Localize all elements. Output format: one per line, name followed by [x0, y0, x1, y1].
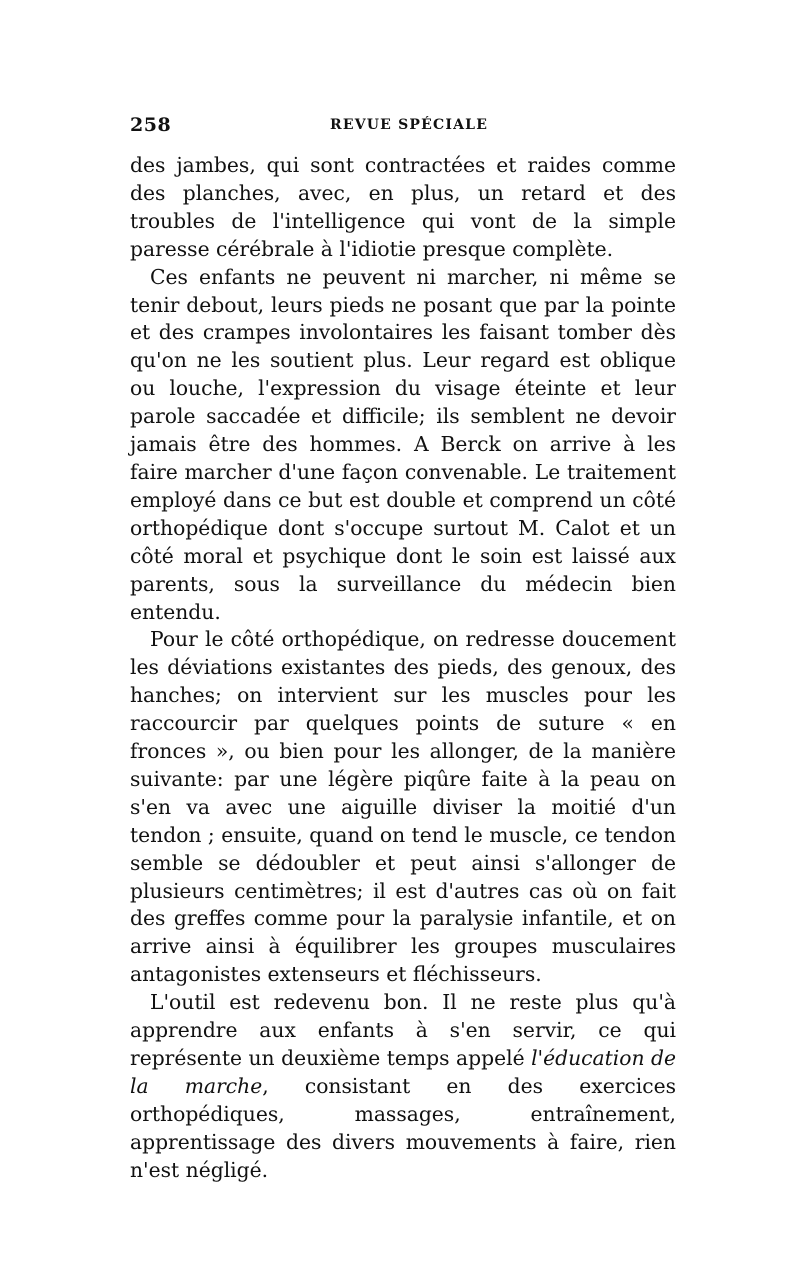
paragraph-continuation: des jambes, qui sont contractées et raides comme des planches, avec, en plus, un retard et des troubles de l'intelligence qui vont de la simple paresse cérébrale à l'idiotie presque complète. [130, 153, 676, 261]
paragraph-text-before: L'outil est redevenu bon. Il ne reste plus qu'à apprendre aux enfants à s'en servir, ce qui représente un deuxième temps appelé [130, 990, 676, 1070]
italic-term: l'éducation de la marche [130, 1046, 676, 1098]
paragraph-orthopedic-treatment: Pour le côté orthopédique, on redresse doucement les déviations existantes des pieds, des genoux, des hanches; on intervient sur les muscles pour les raccourcir par quelques points de suture « en fronces », ou bien pour les allonger, de la manière suivante: par une légère piqûre faite à la peau on s'en va avec une aiguille diviser la moitié d'un tendon ; ensuite, quand on tend le muscle, ce tendon semble se dédoubler et peut ainsi s'allonger de plusieurs centimètres; il est d'autres cas où on fait des greffes comme pour la paralysie infantile, et on arrive ainsi à équilibrer les groupes musculaires antagonistes extenseurs et fléchisseurs. [130, 627, 676, 987]
page-number: 258 [130, 114, 172, 136]
paragraph-children-condition: Ces enfants ne peuvent ni marcher, ni même se tenir debout, leurs pieds ne posant que par la pointe et des crampes involontaires les faisant tomber dès qu'on ne les soutient plus. Leur regard est oblique ou louche, l'expression du visage éteinte et leur parole saccadée et difficile; ils semblent ne devoir jamais être des hommes. A Berck on arrive à les faire marcher d'une façon convenable. Le traitement employé dans ce but est double et comprend un côté orthopédique dont s'occupe surtout M. Calot et un côté moral et psychique dont le soin est laissé aux parents, sous la surveillance du médecin bien entendu. [130, 264, 676, 624]
running-title: REVUE SPÉCIALE [330, 117, 489, 133]
paragraph-text-after: , consistant en des exercices orthopédiques, massages, entraînement, apprentissage des divers mouvements à faire, rien n'est négligé. [130, 1073, 676, 1182]
body-text [130, 152, 676, 1185]
running-head [130, 114, 676, 138]
paragraph-walking-education [130, 989, 676, 1184]
